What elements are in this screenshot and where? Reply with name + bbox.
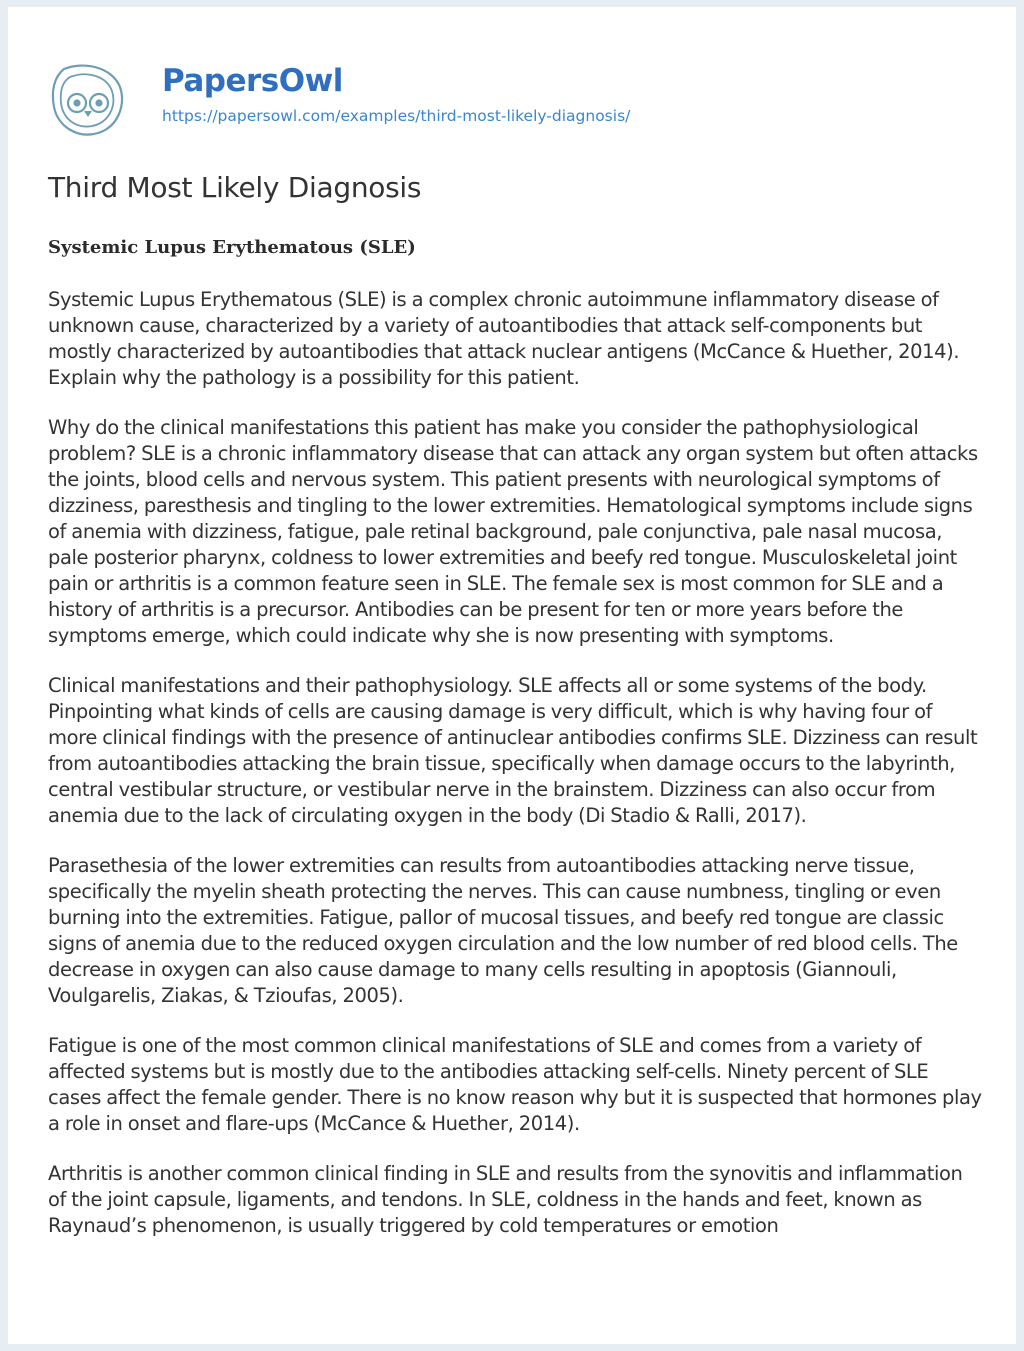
paragraph: Parasethesia of the lower extremities can results from autoantibodies attacking nerve tissue, specifically the myelin sheath protecting the nerves. This can cause numbness, tingling or even burning into the extremities. Fatigue, pallor of mucosal tissues, and beefy red tongue are classic signs of anemia due to the reduced oxygen circulation and the low number of red blood cells. The decrease in oxygen can also cause damage to many cells resulting in apoptosis (Giannouli, Voulgarelis, Ziakas, & Tzioufas, 2005). (48, 854, 958, 1007)
section-heading: Systemic Lupus Erythematous (SLE) (48, 237, 416, 258)
page-title: Third Most Likely Diagnosis (48, 171, 422, 204)
paragraph: Why do the clinical manifestations this patient has make you consider the pathophysiological problem? SLE is a chronic inflammatory disease that can attack any organ system but often attacks the joints, blood cells and nervous system. This patient presents with neurological symptoms of dizziness, paresthesis and tingling to the lower extremities. Hematological symptoms include signs of anemia with dizziness, fatigue, pale retinal background, pale conjunctiva, pale nasal mucosa, pale posterior pharynx, coldness to lower extremities and beefy red tongue. Musculoskeletal joint pain or arthritis is a common feature seen in SLE. The female sex is most common for SLE and a history of arthritis is a precursor. Antibodies can be present for ten or more years before the symptoms emerge, which could indicate why she is now presenting with symptoms. (48, 416, 978, 647)
document-page (8, 7, 1016, 1344)
paragraph: Clinical manifestations and their pathophysiology. SLE affects all or some systems of the body. Pinpointing what kinds of cells are causing damage is very difficult, which is why having four of more clinical findings with the presence of antinuclear antibodies confirms SLE. Dizziness can result from autoantibodies attacking the brain tissue, specifically when damage occurs to the labyrinth, central vestibular structure, or vestibular nerve in the brainstem. Dizziness can also occur from anemia due to the lack of circulating oxygen in the body (Di Stadio & Ralli, 2017). (48, 674, 978, 827)
owl-logo-icon (50, 63, 126, 139)
essay-body (48, 287, 984, 1263)
source-url-link[interactable]: https://papersowl.com/examples/third-most-likely-diagnosis/ (162, 107, 631, 125)
paragraph: Systemic Lupus Erythematous (SLE) is a complex chronic autoimmune inflammatory disease of unknown cause, characterized by a variety of autoantibodies that attack self-components but mostly characterized by autoantibodies that attack nuclear antigens (McCance & Huether, 2014). Explain why the pathology is a possibility for this patient. (48, 288, 960, 389)
brand-name[interactable]: PapersOwl (162, 63, 343, 99)
paragraph: Arthritis is another common clinical finding in SLE and results from the synovitis and inflammation of the joint capsule, ligaments, and tendons. In SLE, coldness in the hands and feet, known as Raynaud’s phenomenon, is usually triggered by cold temperatures or emotion (48, 1162, 963, 1237)
paragraph: Fatigue is one of the most common clinical manifestations of SLE and comes from a variety of affected systems but is mostly due to the antibodies attacking self-cells. Ninety percent of SLE cases affect the female gender. There is no know reason why but it is suspected that hormones play a role in onset and flare-ups (McCance & Huether, 2014). (48, 1034, 982, 1135)
